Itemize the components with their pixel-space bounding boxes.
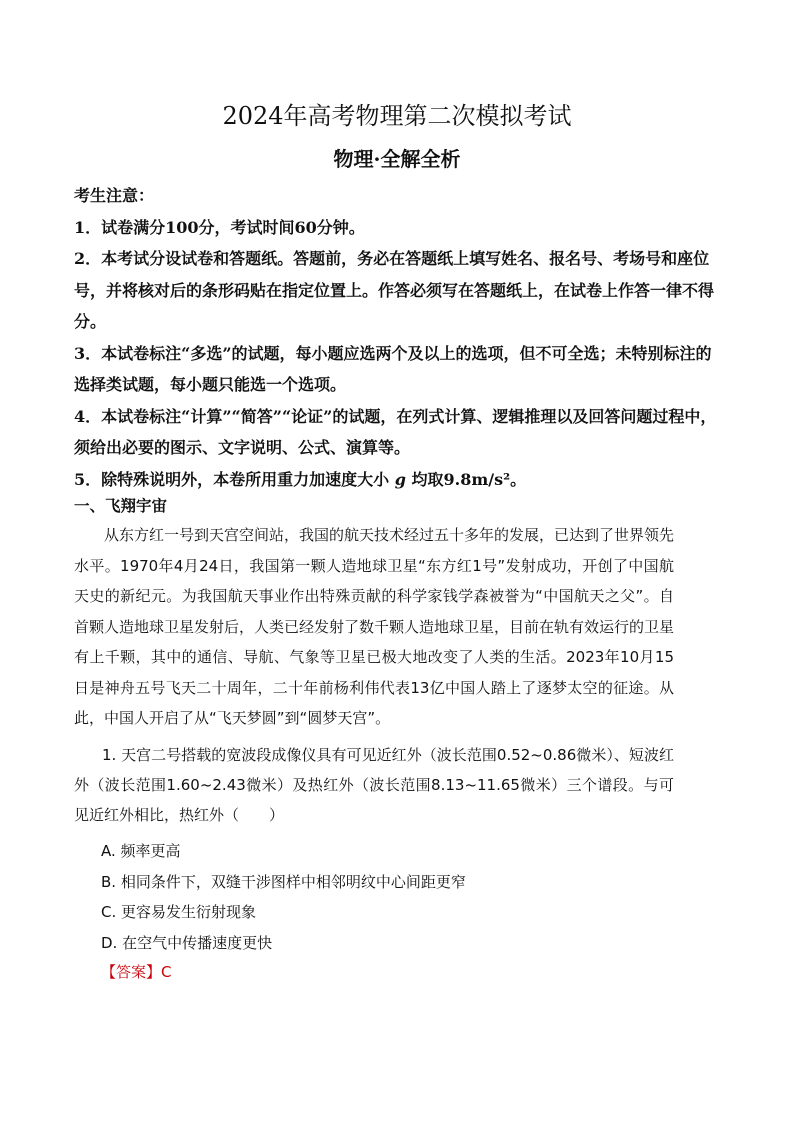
exam-notes	[74, 180, 724, 495]
page-title: 2024年高考物理第二次模拟考试	[222, 102, 572, 130]
option-a: A. 频率更高	[101, 842, 181, 860]
notes-item-5-post: 均取9.8m/s²。	[411, 469, 527, 489]
option-d: D. 在空气中传播速度更快	[101, 933, 273, 952]
notes-item-5	[74, 464, 724, 496]
option-c: C. 更容易发生衍射现象	[101, 903, 257, 921]
notes-item-2: 2．本考试分设试卷和答题纸。答题前，务必在答题纸上填写姓名、报名号、考场号和座位号，并将核对后的条形码贴在指定位置上。作答必须写在答题纸上，在试卷上作答一律不得分。	[74, 249, 715, 331]
notes-heading: 考生注意：	[74, 186, 155, 205]
answer-line	[101, 958, 172, 986]
option-b: B. 相同条件下，双缝干涉图样中相邻明纹中心间距更窄	[101, 872, 466, 891]
question-stem: 1. 天宫二号搭载的宽波段成像仪具有可见近红外（波长范围0.52~0.86微米）、短波红外（波长范围1.60~2.43微米）及热红外（波长范围8.13~11.65微米）三个谱段。与可见近红外相比，热红外（ ）	[74, 746, 674, 824]
notes-item-5-pre: 5．除特殊说明外，本卷所用重力加速度大小	[74, 469, 390, 489]
section-title: 一、飞翔宇宙	[74, 496, 168, 515]
notes-item-1: 1．试卷满分100分，考试时间60分钟。	[74, 217, 365, 237]
page-subtitle: 物理·全解全析	[333, 147, 461, 171]
section-paragraph: 从东方红一号到天宫空间站，我国的航天技术经过五十多年的发展，已达到了世界领先水平。1970年4月24日，我国第一颗人造地球卫星“东方红1号”发射成功，开创了中国航天史的新纪元。为我国航天事业作出特殊贡献的科学家钱学森被誉为“中国航天之父”。自首颗人造地球卫星发射后，人类已经发射了数千颗人造地球卫星，目前在轨有效运行的卫星有上千颗，其中的通信、导航、气象等卫星已极大地改变了人类的生活。2023年10月15日是神舟五号飞天二十周年，二十年前杨利伟代表13亿中国人踏上了逐梦太空的征途。从此，中国人开启了从“飞天梦圆”到“圆梦天宫”。	[74, 526, 675, 727]
notes-item-4: 4．本试卷标注“计算”“简答”“论证”的试题，在列式计算、逻辑推理以及回答问题过程中，须给出必要的图示、文字说明、公式、演算等。	[74, 406, 717, 457]
answer-tag: 【答案】	[101, 963, 162, 981]
notes-item-3: 3．本试卷标注“多选”的试题，每小题应选两个及以上的选项，但不可全选；未特别标注的选择类试题，每小题只能选一个选项。	[74, 343, 712, 394]
gravity-symbol: g	[394, 469, 406, 489]
answer-value: C	[161, 963, 172, 981]
question-options	[101, 836, 466, 958]
